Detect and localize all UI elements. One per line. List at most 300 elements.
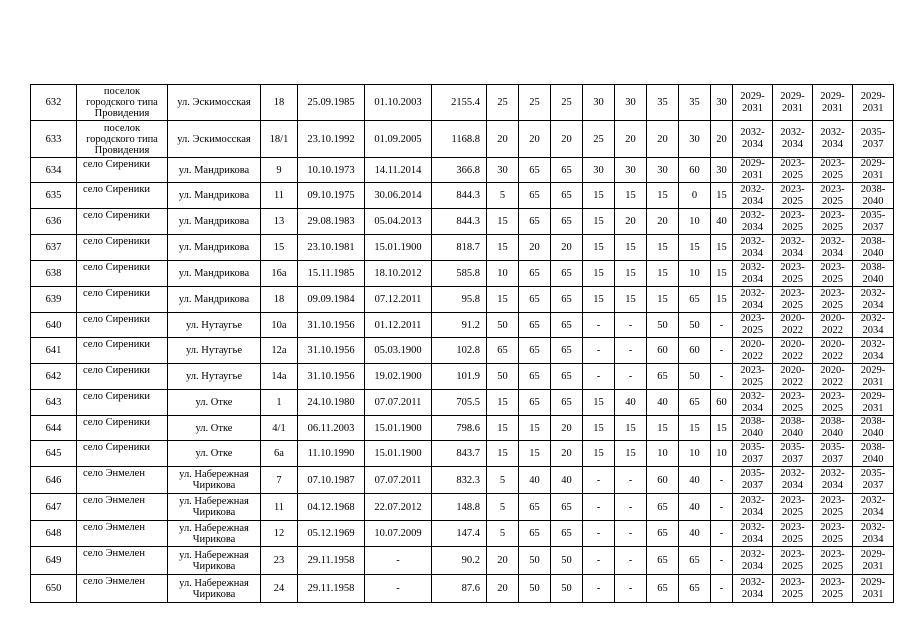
wear-percent-cell: 50 [487,313,519,338]
wear-percent-cell: 50 [647,313,679,338]
repair-period-cell: 2023-2025 [773,183,813,209]
wear-percent-cell: 15 [519,416,551,441]
survey-date-cell: 15.01.1900 [365,416,432,441]
commission-date-cell: 31.10.1956 [298,364,365,390]
locality-cell: село Сиреники [77,416,168,441]
repair-period-cell: 2032-2034 [733,183,773,209]
wear-percent-cell: - [583,364,615,390]
area-cell: 101.9 [432,364,487,390]
house-number-cell: 6а [261,441,298,467]
street-cell: ул. Отке [168,441,261,467]
wear-percent-cell: 20 [519,121,551,158]
row-number-cell: 646 [31,467,77,494]
survey-date-cell: 01.10.2003 [365,85,432,121]
survey-date-cell: 14.11.2014 [365,158,432,183]
wear-percent-cell: 65 [551,287,583,313]
commission-date-cell: 24.10.1980 [298,390,365,416]
locality-cell: село Сиреники [77,338,168,364]
wear-percent-cell: 15 [615,261,647,287]
house-number-cell: 13 [261,209,298,235]
repair-period-cell: 2038-2040 [733,416,773,441]
street-cell: ул. Нутаугье [168,338,261,364]
repair-period-cell: 2020-2022 [733,338,773,364]
wear-percent-cell: 30 [647,158,679,183]
locality-cell: село Сиреники [77,390,168,416]
table-row [31,183,894,209]
wear-percent-cell: 15 [711,287,733,313]
wear-percent-cell: 20 [711,121,733,158]
repair-period-cell: 2032-2034 [733,547,773,575]
repair-period-cell: 2035-2037 [853,467,894,494]
wear-percent-cell: 15 [583,416,615,441]
wear-percent-cell: 15 [711,235,733,261]
wear-percent-cell: 65 [679,287,711,313]
wear-percent-cell: 20 [615,121,647,158]
wear-percent-cell: 20 [551,416,583,441]
repair-period-cell: 2023-2025 [733,364,773,390]
wear-percent-cell: 65 [647,364,679,390]
wear-percent-cell: 60 [647,338,679,364]
repair-period-cell: 2032-2034 [733,390,773,416]
wear-percent-cell: 20 [551,121,583,158]
area-cell: 87.6 [432,575,487,603]
house-number-cell: 23 [261,547,298,575]
wear-percent-cell: - [615,521,647,547]
survey-date-cell: 01.09.2005 [365,121,432,158]
locality-cell: село Сиреники [77,261,168,287]
wear-percent-cell: 15 [615,235,647,261]
wear-percent-cell: 40 [679,467,711,494]
repair-period-cell: 2032-2034 [853,313,894,338]
area-cell: 147.4 [432,521,487,547]
repair-period-cell: 2023-2025 [773,547,813,575]
repair-period-cell: 2023-2025 [773,261,813,287]
wear-percent-cell: 50 [679,364,711,390]
area-cell: 148.8 [432,494,487,521]
wear-percent-cell: 30 [679,121,711,158]
area-cell: 95.8 [432,287,487,313]
house-number-cell: 24 [261,575,298,603]
table-row [31,338,894,364]
wear-percent-cell: 15 [487,235,519,261]
repair-period-cell: 2038-2040 [813,416,853,441]
wear-percent-cell: - [711,575,733,603]
wear-percent-cell: 60 [679,338,711,364]
commission-date-cell: 06.11.2003 [298,416,365,441]
row-number-cell: 634 [31,158,77,183]
repair-period-cell: 2032-2034 [733,261,773,287]
wear-percent-cell: - [711,494,733,521]
wear-percent-cell: 30 [615,85,647,121]
wear-percent-cell: 15 [583,441,615,467]
wear-percent-cell: 65 [519,338,551,364]
street-cell: ул. Эскимосская [168,85,261,121]
wear-percent-cell: 20 [647,121,679,158]
wear-percent-cell: 10 [711,441,733,467]
wear-percent-cell: 5 [487,183,519,209]
wear-percent-cell: 50 [551,547,583,575]
table-row [31,209,894,235]
repair-period-cell: 2029-2031 [853,158,894,183]
wear-percent-cell: - [583,467,615,494]
wear-percent-cell: 65 [519,494,551,521]
area-cell: 818.7 [432,235,487,261]
repair-period-cell: 2032-2034 [773,467,813,494]
repair-period-cell: 2032-2034 [773,121,813,158]
wear-percent-cell: 65 [519,390,551,416]
area-cell: 2155.4 [432,85,487,121]
wear-percent-cell: 15 [487,390,519,416]
repair-period-cell: 2023-2025 [813,521,853,547]
table-row [31,441,894,467]
wear-percent-cell: 10 [679,261,711,287]
wear-percent-cell: 15 [647,235,679,261]
table-row [31,467,894,494]
house-number-cell: 14а [261,364,298,390]
commission-date-cell: 11.10.1990 [298,441,365,467]
street-cell: ул. Отке [168,416,261,441]
survey-date-cell: 07.12.2011 [365,287,432,313]
area-cell: 832.3 [432,467,487,494]
wear-percent-cell: - [583,521,615,547]
repair-period-cell: 2038-2040 [853,261,894,287]
survey-date-cell: - [365,575,432,603]
area-cell: 90.2 [432,547,487,575]
wear-percent-cell: - [615,494,647,521]
survey-date-cell: 15.01.1900 [365,441,432,467]
area-cell: 844.3 [432,183,487,209]
wear-percent-cell: 35 [647,85,679,121]
repair-period-cell: 2032-2034 [853,494,894,521]
survey-date-cell: 10.07.2009 [365,521,432,547]
row-number-cell: 647 [31,494,77,521]
street-cell: ул. Мандрикова [168,235,261,261]
survey-date-cell: 22.07.2012 [365,494,432,521]
wear-percent-cell: 5 [487,467,519,494]
table-row [31,416,894,441]
housing-table [30,84,894,603]
wear-percent-cell: - [583,338,615,364]
repair-period-cell: 2035-2037 [813,441,853,467]
commission-date-cell: 23.10.1981 [298,235,365,261]
repair-period-cell: 2023-2025 [813,547,853,575]
wear-percent-cell: 20 [551,235,583,261]
repair-period-cell: 2023-2025 [773,494,813,521]
locality-cell: село Сиреники [77,158,168,183]
wear-percent-cell: - [615,338,647,364]
wear-percent-cell: 15 [679,416,711,441]
house-number-cell: 7 [261,467,298,494]
wear-percent-cell: 10 [647,441,679,467]
table-row [31,121,894,158]
repair-period-cell: 2035-2037 [853,121,894,158]
house-number-cell: 12 [261,521,298,547]
commission-date-cell: 23.10.1992 [298,121,365,158]
area-cell: 102.8 [432,338,487,364]
wear-percent-cell: 15 [583,183,615,209]
survey-date-cell: 30.06.2014 [365,183,432,209]
locality-cell: село Сиреники [77,209,168,235]
wear-percent-cell: 50 [679,313,711,338]
row-number-cell: 636 [31,209,77,235]
wear-percent-cell: - [711,364,733,390]
wear-percent-cell: 60 [679,158,711,183]
row-number-cell: 648 [31,521,77,547]
wear-percent-cell: 65 [551,209,583,235]
street-cell: ул. Набережная Чирикова [168,467,261,494]
wear-percent-cell: 15 [711,183,733,209]
area-cell: 366.8 [432,158,487,183]
row-number-cell: 650 [31,575,77,603]
commission-date-cell: 09.10.1975 [298,183,365,209]
wear-percent-cell: 0 [679,183,711,209]
wear-percent-cell: 15 [647,261,679,287]
locality-cell: поселок городского типа Провидения [77,85,168,121]
wear-percent-cell: 5 [487,521,519,547]
wear-percent-cell: 65 [551,158,583,183]
table-row [31,158,894,183]
street-cell: ул. Мандрикова [168,158,261,183]
wear-percent-cell: 35 [679,85,711,121]
commission-date-cell: 29.11.1958 [298,547,365,575]
street-cell: ул. Мандрикова [168,209,261,235]
wear-percent-cell: 15 [647,183,679,209]
wear-percent-cell: 15 [519,441,551,467]
wear-percent-cell: 30 [583,158,615,183]
row-number-cell: 635 [31,183,77,209]
locality-cell: село Энмелен [77,575,168,603]
street-cell: ул. Набережная Чирикова [168,547,261,575]
house-number-cell: 4/1 [261,416,298,441]
wear-percent-cell: 15 [583,390,615,416]
row-number-cell: 645 [31,441,77,467]
wear-percent-cell: 65 [647,494,679,521]
wear-percent-cell: 5 [487,494,519,521]
wear-percent-cell: 20 [487,575,519,603]
wear-percent-cell: 15 [615,287,647,313]
repair-period-cell: 2032-2034 [853,287,894,313]
wear-percent-cell: 40 [551,467,583,494]
repair-period-cell: 2023-2025 [813,494,853,521]
wear-percent-cell: 50 [519,547,551,575]
repair-period-cell: 2023-2025 [773,521,813,547]
repair-period-cell: 2020-2022 [813,364,853,390]
row-number-cell: 640 [31,313,77,338]
wear-percent-cell: 65 [679,390,711,416]
wear-percent-cell: 65 [551,521,583,547]
row-number-cell: 644 [31,416,77,441]
wear-percent-cell: 30 [615,158,647,183]
area-cell: 585.8 [432,261,487,287]
area-cell: 844.3 [432,209,487,235]
repair-period-cell: 2032-2034 [813,121,853,158]
commission-date-cell: 15.11.1985 [298,261,365,287]
table-row [31,364,894,390]
wear-percent-cell: 20 [519,235,551,261]
table-row [31,235,894,261]
wear-percent-cell: - [583,547,615,575]
wear-percent-cell: 25 [551,85,583,121]
repair-period-cell: 2029-2031 [853,547,894,575]
wear-percent-cell: 40 [679,494,711,521]
wear-percent-cell: 50 [519,575,551,603]
row-number-cell: 649 [31,547,77,575]
locality-cell: село Энмелен [77,494,168,521]
repair-period-cell: 2035-2037 [773,441,813,467]
repair-period-cell: 2029-2031 [853,85,894,121]
wear-percent-cell: 40 [711,209,733,235]
repair-period-cell: 2032-2034 [733,235,773,261]
wear-percent-cell: 50 [551,575,583,603]
wear-percent-cell: - [615,467,647,494]
wear-percent-cell: 60 [711,390,733,416]
repair-period-cell: 2023-2025 [813,158,853,183]
wear-percent-cell: - [711,547,733,575]
house-number-cell: 18 [261,85,298,121]
locality-cell: село Сиреники [77,183,168,209]
repair-period-cell: 2032-2034 [733,494,773,521]
commission-date-cell: 29.11.1958 [298,575,365,603]
survey-date-cell: 15.01.1900 [365,235,432,261]
wear-percent-cell: 20 [647,209,679,235]
wear-percent-cell: 60 [647,467,679,494]
house-number-cell: 9 [261,158,298,183]
wear-percent-cell: 25 [487,85,519,121]
repair-period-cell: 2020-2022 [813,313,853,338]
repair-period-cell: 2032-2034 [733,521,773,547]
wear-percent-cell: - [583,575,615,603]
wear-percent-cell: - [615,364,647,390]
street-cell: ул. Эскимосская [168,121,261,158]
wear-percent-cell: 15 [711,416,733,441]
wear-percent-cell: - [583,494,615,521]
locality-cell: село Сиреники [77,441,168,467]
wear-percent-cell: 25 [519,85,551,121]
repair-period-cell: 2032-2034 [813,235,853,261]
house-number-cell: 15 [261,235,298,261]
wear-percent-cell: 65 [519,521,551,547]
wear-percent-cell: 40 [647,390,679,416]
wear-percent-cell: 15 [583,261,615,287]
wear-percent-cell: 15 [487,441,519,467]
repair-period-cell: 2032-2034 [853,521,894,547]
wear-percent-cell: 65 [519,158,551,183]
wear-percent-cell: 15 [679,235,711,261]
repair-period-cell: 2032-2034 [773,235,813,261]
row-number-cell: 639 [31,287,77,313]
table-row [31,547,894,575]
wear-percent-cell: - [711,338,733,364]
table-body [31,85,894,603]
wear-percent-cell: 15 [647,416,679,441]
table-row [31,494,894,521]
commission-date-cell: 10.10.1973 [298,158,365,183]
survey-date-cell: - [365,547,432,575]
wear-percent-cell: 65 [551,183,583,209]
repair-period-cell: 2038-2040 [853,183,894,209]
table-row [31,261,894,287]
street-cell: ул. Нутаугье [168,313,261,338]
survey-date-cell: 07.07.2011 [365,467,432,494]
commission-date-cell: 31.10.1956 [298,338,365,364]
row-number-cell: 643 [31,390,77,416]
repair-period-cell: 2023-2025 [813,390,853,416]
row-number-cell: 642 [31,364,77,390]
house-number-cell: 1 [261,390,298,416]
wear-percent-cell: 65 [519,313,551,338]
wear-percent-cell: 15 [487,287,519,313]
locality-cell: село Энмелен [77,467,168,494]
house-number-cell: 11 [261,494,298,521]
wear-percent-cell: 65 [551,494,583,521]
wear-percent-cell: 15 [615,416,647,441]
table-row [31,85,894,121]
locality-cell: село Сиреники [77,235,168,261]
survey-date-cell: 05.04.2013 [365,209,432,235]
wear-percent-cell: 30 [487,158,519,183]
table-row [31,575,894,603]
area-cell: 843.7 [432,441,487,467]
wear-percent-cell: - [615,547,647,575]
commission-date-cell: 09.09.1984 [298,287,365,313]
street-cell: ул. Мандрикова [168,287,261,313]
wear-percent-cell: 65 [647,575,679,603]
wear-percent-cell: 30 [711,158,733,183]
wear-percent-cell: 40 [679,521,711,547]
repair-period-cell: 2032-2034 [733,209,773,235]
row-number-cell: 632 [31,85,77,121]
wear-percent-cell: 65 [679,575,711,603]
wear-percent-cell: 20 [487,121,519,158]
locality-cell: село Сиреники [77,364,168,390]
survey-date-cell: 01.12.2011 [365,313,432,338]
locality-cell: село Энмелен [77,547,168,575]
table-row [31,313,894,338]
wear-percent-cell: 65 [551,313,583,338]
row-number-cell: 633 [31,121,77,158]
survey-date-cell: 18.10.2012 [365,261,432,287]
repair-period-cell: 2023-2025 [773,158,813,183]
commission-date-cell: 04.12.1968 [298,494,365,521]
wear-percent-cell: 20 [487,547,519,575]
repair-period-cell: 2023-2025 [813,287,853,313]
street-cell: ул. Набережная Чирикова [168,575,261,603]
repair-period-cell: 2023-2025 [813,261,853,287]
house-number-cell: 11 [261,183,298,209]
wear-percent-cell: 50 [487,364,519,390]
wear-percent-cell: 15 [647,287,679,313]
repair-period-cell: 2029-2031 [773,85,813,121]
wear-percent-cell: 25 [583,121,615,158]
area-cell: 705.5 [432,390,487,416]
repair-period-cell: 2029-2031 [853,364,894,390]
repair-period-cell: 2032-2034 [813,467,853,494]
locality-cell: село Сиреники [77,313,168,338]
wear-percent-cell: - [583,313,615,338]
street-cell: ул. Отке [168,390,261,416]
table-row [31,287,894,313]
repair-period-cell: 2029-2031 [853,390,894,416]
survey-date-cell: 05.03.1900 [365,338,432,364]
wear-percent-cell: 30 [711,85,733,121]
wear-percent-cell: 65 [519,364,551,390]
wear-percent-cell: 65 [487,338,519,364]
wear-percent-cell: 15 [487,416,519,441]
wear-percent-cell: 10 [679,441,711,467]
repair-period-cell: 2032-2034 [733,121,773,158]
wear-percent-cell: 65 [551,364,583,390]
commission-date-cell: 07.10.1987 [298,467,365,494]
